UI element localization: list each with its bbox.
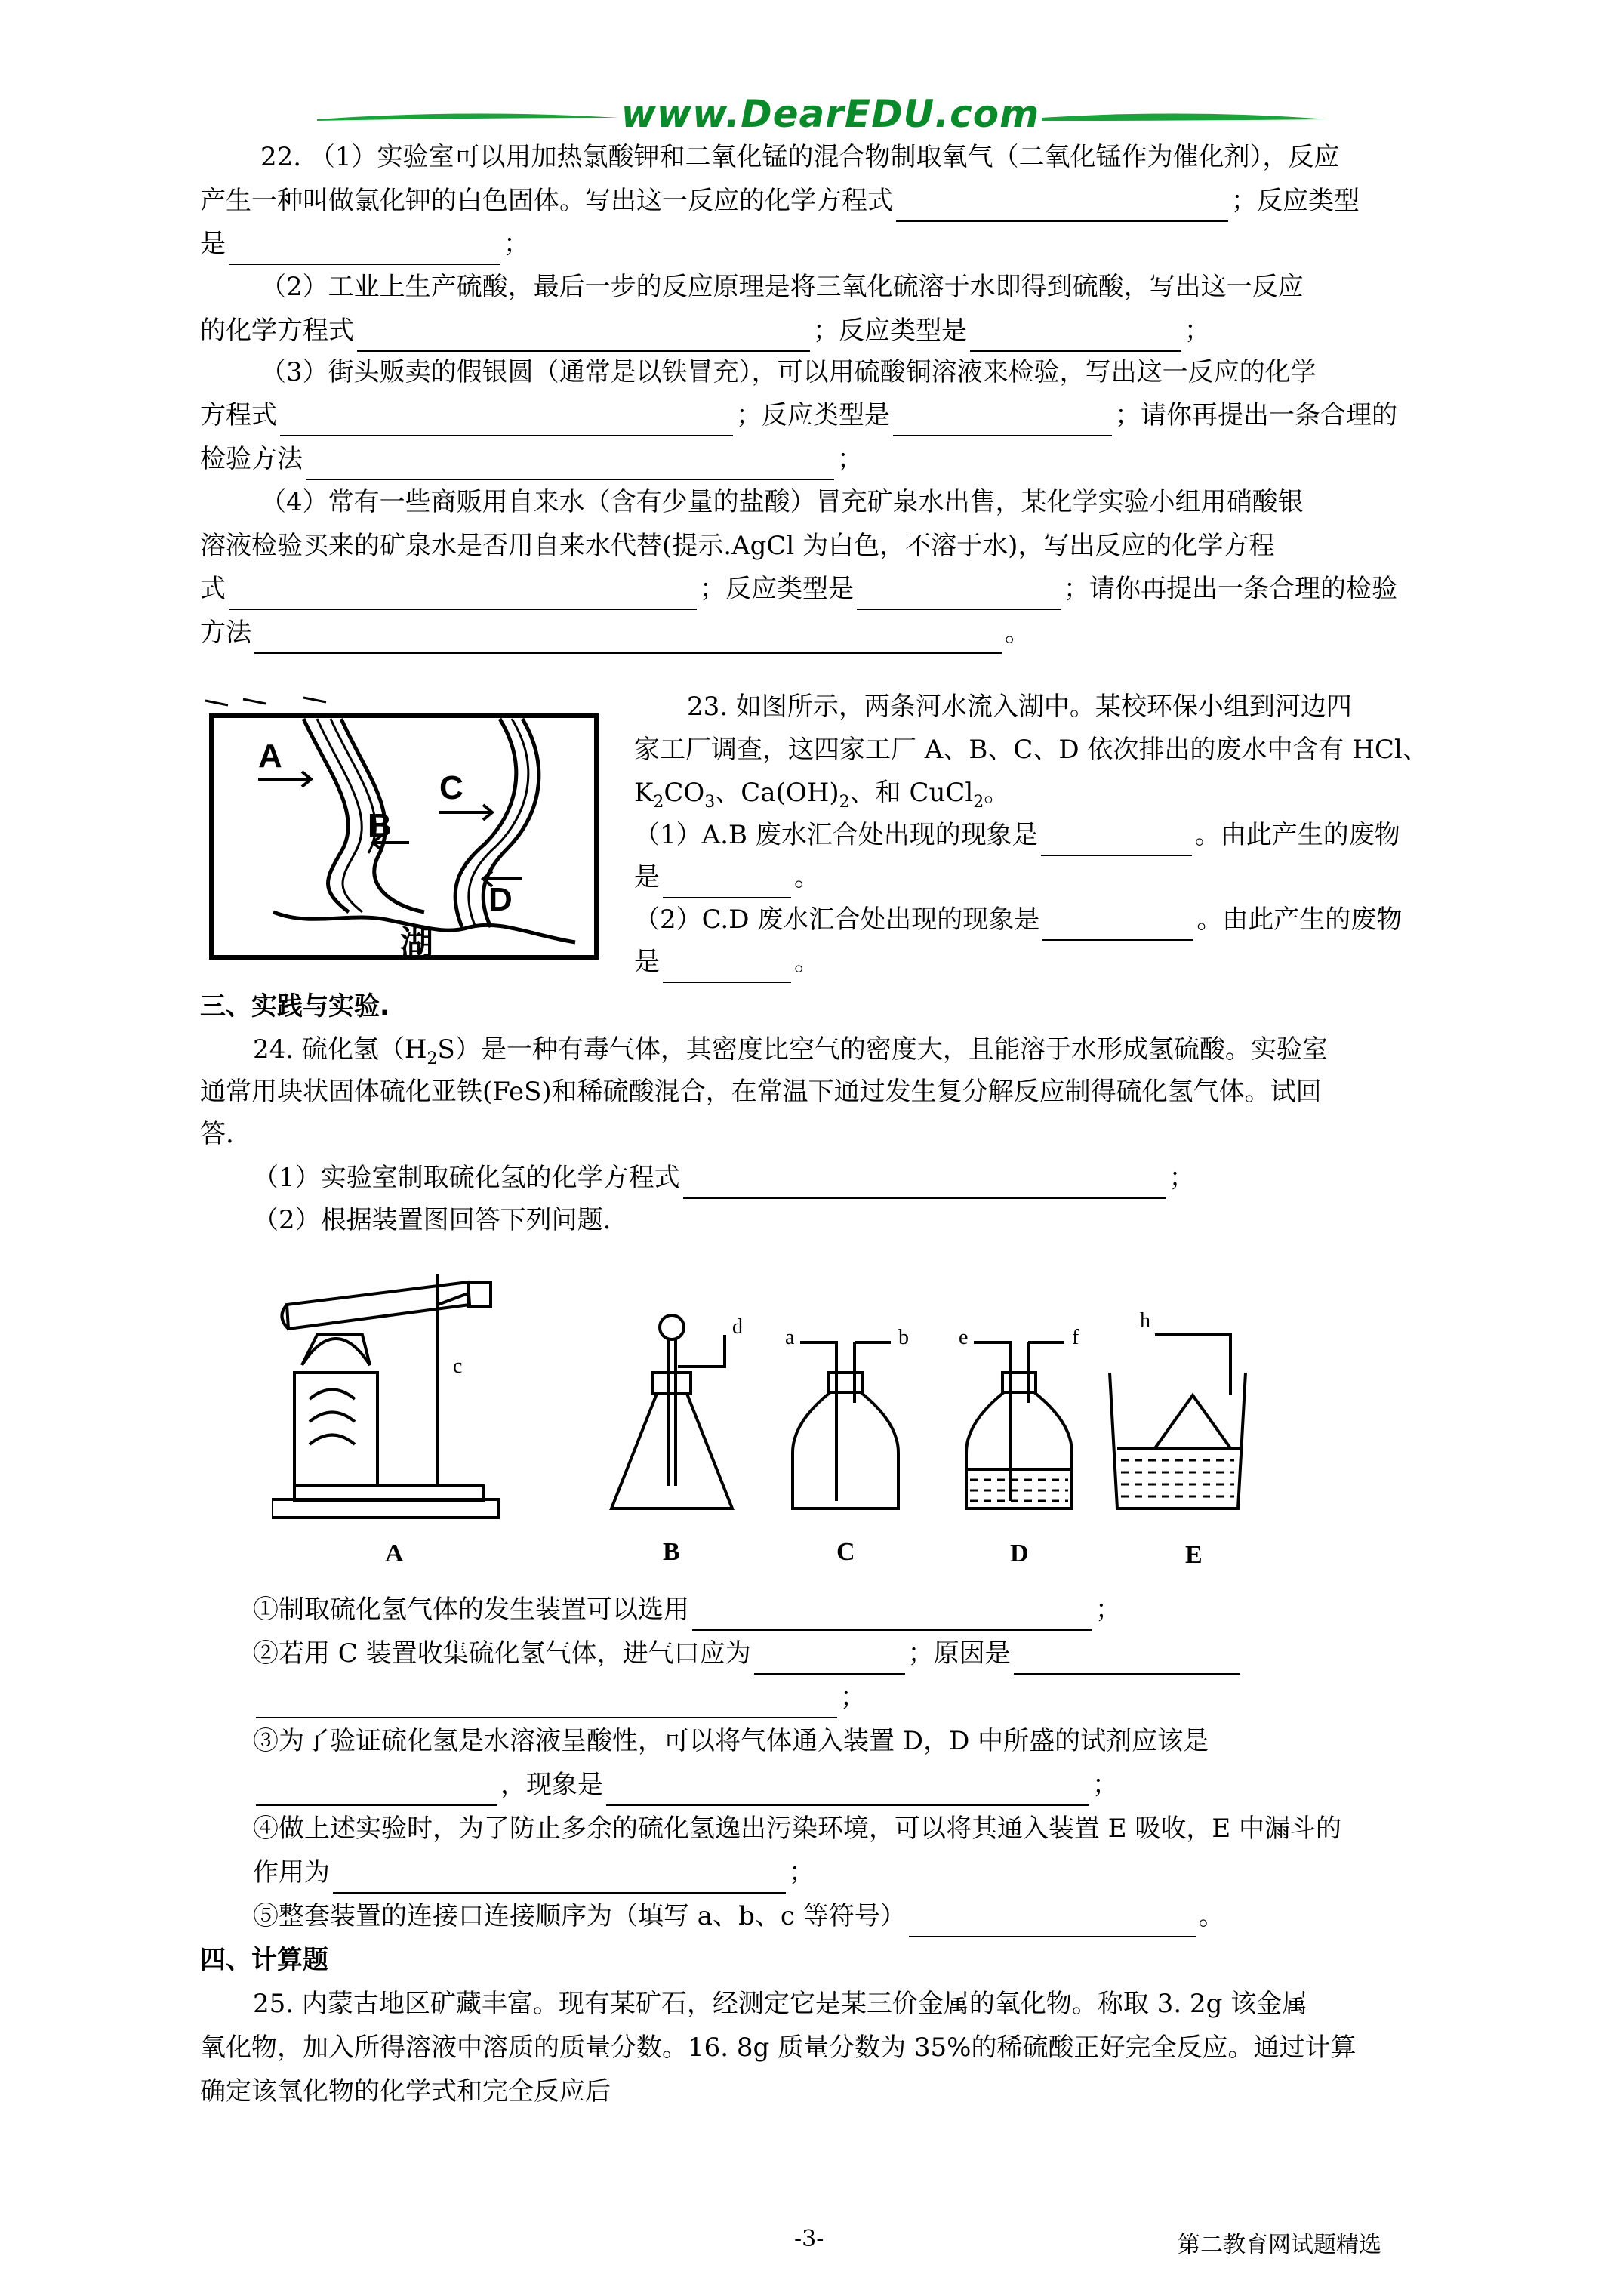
port-e: e — [959, 1326, 969, 1349]
answer-blank[interactable] — [1041, 827, 1192, 856]
q24-s3-line1: ③为了验证硫化氢是水溶液呈酸性，可以将气体通入装置 D，D 中所盛的试剂应该是 — [253, 1726, 1209, 1756]
q23-line4: （1）A.B 废水汇合处出现的现象是 。由此产生的废物 — [634, 814, 1472, 856]
green-swoosh-left — [317, 110, 619, 128]
label-C: C — [439, 769, 463, 806]
answer-blank[interactable] — [754, 1646, 905, 1675]
q22-p4-line2: 溶液检验买来的矿泉水是否用自来水代替(提示.AgCl 为白色，不溶于水)，写出反应的化学方程 — [200, 531, 1275, 561]
apparatus-D — [966, 1342, 1072, 1509]
answer-blank[interactable] — [606, 1777, 1089, 1806]
answer-blank[interactable] — [357, 323, 810, 352]
page-number: -3- — [794, 2226, 824, 2252]
answer-blank[interactable] — [663, 954, 791, 983]
q24-q2: （2）根据装置图回答下列问题. — [253, 1205, 611, 1235]
q22-p2-line2: 的化学方程式 ；反应类型是 ； — [200, 310, 1468, 352]
q25-line3: 确定该氧化物的化学式和完全反应后 — [200, 2076, 611, 2106]
q24-line3: 答. — [200, 1119, 234, 1149]
answer-blank[interactable] — [692, 1602, 1092, 1631]
label-B: B — [368, 807, 392, 844]
q23-line2: 家工厂调查，这四家工厂 A、B、C、D 依次排出的废水中含有 HCl、 — [634, 735, 1428, 765]
q24-s3-line2: ，现象是 ； — [200, 1764, 1521, 1806]
q22-p2-line1: （2）工业上生产硫酸，最后一步的反应原理是将三氧化硫溶于水即得到硫酸，写出这一反应 — [260, 272, 1304, 302]
apparatus-label-B: B — [663, 1538, 680, 1566]
q23-line1: 23. 如图所示，两条河水流入湖中。某校环保小组到河边四 — [687, 692, 1352, 722]
label-lake: 湖 — [400, 924, 433, 963]
footer-source: 第二教育网试题精选 — [1178, 2232, 1381, 2258]
apparatus-figure — [272, 1259, 1329, 1576]
answer-blank[interactable] — [333, 1865, 786, 1894]
river-lake-figure — [198, 686, 621, 974]
answer-blank[interactable] — [1014, 1646, 1240, 1675]
apparatus-label-D: D — [1010, 1539, 1029, 1567]
section-4-title: 四、计算题 — [200, 1945, 328, 1975]
label-A: A — [258, 738, 282, 775]
label-D: D — [488, 881, 513, 918]
apparatus-label-C: C — [836, 1538, 855, 1566]
q23-line6: （2）C.D 废水汇合处出现的现象是 。由此产生的废物 — [634, 898, 1472, 941]
q24-s4-line1: ④做上述实验时，为了防止多余的硫化氢逸出污染环境，可以将其通入装置 E 吸收，E 中漏斗的 — [253, 1814, 1342, 1844]
answer-blank[interactable] — [306, 451, 834, 480]
answer-blank[interactable] — [256, 1777, 497, 1806]
q24-s5: ⑤整套装置的连接口连接顺序为（填写 a、b、c 等符号） 。 — [200, 1895, 1521, 1937]
q24-q1: （1）实验室制取硫化氢的化学方程式 ； — [200, 1157, 1521, 1199]
q24-line1: 24. 硫化氢$(H_2S)$是一种有毒气体，其密度比空气的密度大，且能溶于水形成氢硫酸。实验室 — [253, 1034, 1328, 1068]
q22-p4-line3: 式 ；反应类型是 ；请你再提出一条合理的检验 — [200, 568, 1468, 610]
q22-p3-line3: 检验方法 ； — [200, 438, 1468, 480]
q22-p1-line3: 是 ； — [200, 223, 1468, 265]
port-d: d — [732, 1315, 743, 1339]
apparatus-label-A: A — [385, 1539, 404, 1567]
q24-line2: 通常用块状固体硫化亚铁(FeS)和稀硫酸混合，在常温下通过发生复分解反应制得硫化氢气体。试回 — [200, 1077, 1322, 1107]
q23-line7: 是 。 — [634, 941, 1472, 983]
port-f: f — [1072, 1326, 1079, 1349]
section-3-title: 三、实践与实验. — [200, 991, 390, 1022]
q25-line1: 25. 内蒙古地区矿藏丰富。现有某矿石，经测定它是某三价金属的氧化物。称取 3. 2g 该金属 — [253, 1989, 1308, 2019]
answer-blank[interactable] — [857, 581, 1061, 610]
apparatus-B — [611, 1315, 732, 1509]
answer-blank[interactable] — [893, 408, 1112, 436]
apparatus-C — [793, 1342, 898, 1509]
answer-blank[interactable] — [970, 323, 1181, 352]
q22-p3-line2: 方程式 ；反应类型是 ；请你再提出一条合理的 — [200, 394, 1468, 436]
port-b: b — [898, 1326, 909, 1349]
answer-blank[interactable] — [229, 236, 500, 265]
q23-line3: $K_2CO_3$、$Ca(OH)_2$、和 CuCl$_2$。 — [634, 778, 1010, 812]
q22-p4-line4: 方法 。 — [200, 612, 1468, 654]
apparatus-label-E: E — [1185, 1541, 1203, 1569]
answer-blank[interactable] — [280, 408, 733, 436]
apparatus-E — [1110, 1335, 1246, 1509]
q22-p3-line1: （3）街头贩卖的假银圆（通常是以铁冒充），可以用硫酸铜溶液来检验，写出这一反应的化学 — [260, 357, 1317, 387]
answer-blank[interactable] — [683, 1170, 1166, 1199]
answer-blank[interactable] — [254, 625, 1002, 654]
q23-line5: 是 。 — [634, 856, 1472, 898]
site-logo-text: www.DearEDU.com — [621, 92, 1040, 136]
answer-blank[interactable] — [663, 870, 791, 898]
answer-blank[interactable] — [909, 1909, 1196, 1937]
q22-p4-line1: （4）常有一些商贩用自来水（含有少量的盐酸）冒充矿泉水出售，某化学实验小组用硝酸银 — [260, 487, 1304, 517]
answer-blank[interactable] — [229, 581, 697, 610]
answer-blank[interactable] — [1042, 912, 1193, 941]
q24-s2: ②若用 C 装置收集硫化氢气体，进气口应为 ；原因是 — [200, 1632, 1521, 1675]
q24-s1: ①制取硫化氢气体的发生装置可以选用 ； — [200, 1589, 1521, 1631]
green-swoosh-right — [1042, 110, 1329, 128]
answer-blank[interactable] — [896, 193, 1228, 222]
apparatus-A — [272, 1274, 498, 1518]
q22-p1-line2: 产生一种叫做氯化钾的白色固体。写出这一反应的化学方程式 ；反应类型 — [200, 180, 1468, 222]
q24-s2-cont: ； — [200, 1676, 1521, 1718]
port-h: h — [1140, 1309, 1150, 1333]
port-c: c — [453, 1354, 463, 1378]
q24-s4-line2: 作用为 ； — [200, 1851, 1521, 1894]
q22-p1-line1: 22. （1）实验室可以用加热氯酸钾和二氧化锰的混合物制取氧气（二氧化锰作为催化剂），反应 — [260, 142, 1340, 172]
q25-line2: 氧化物，加入所得溶液中溶质的质量分数。16. 8g 质量分数为 35%的稀硫酸正好完全反应。通过计算 — [200, 2032, 1357, 2063]
answer-blank[interactable] — [256, 1690, 837, 1718]
port-a: a — [785, 1326, 795, 1349]
